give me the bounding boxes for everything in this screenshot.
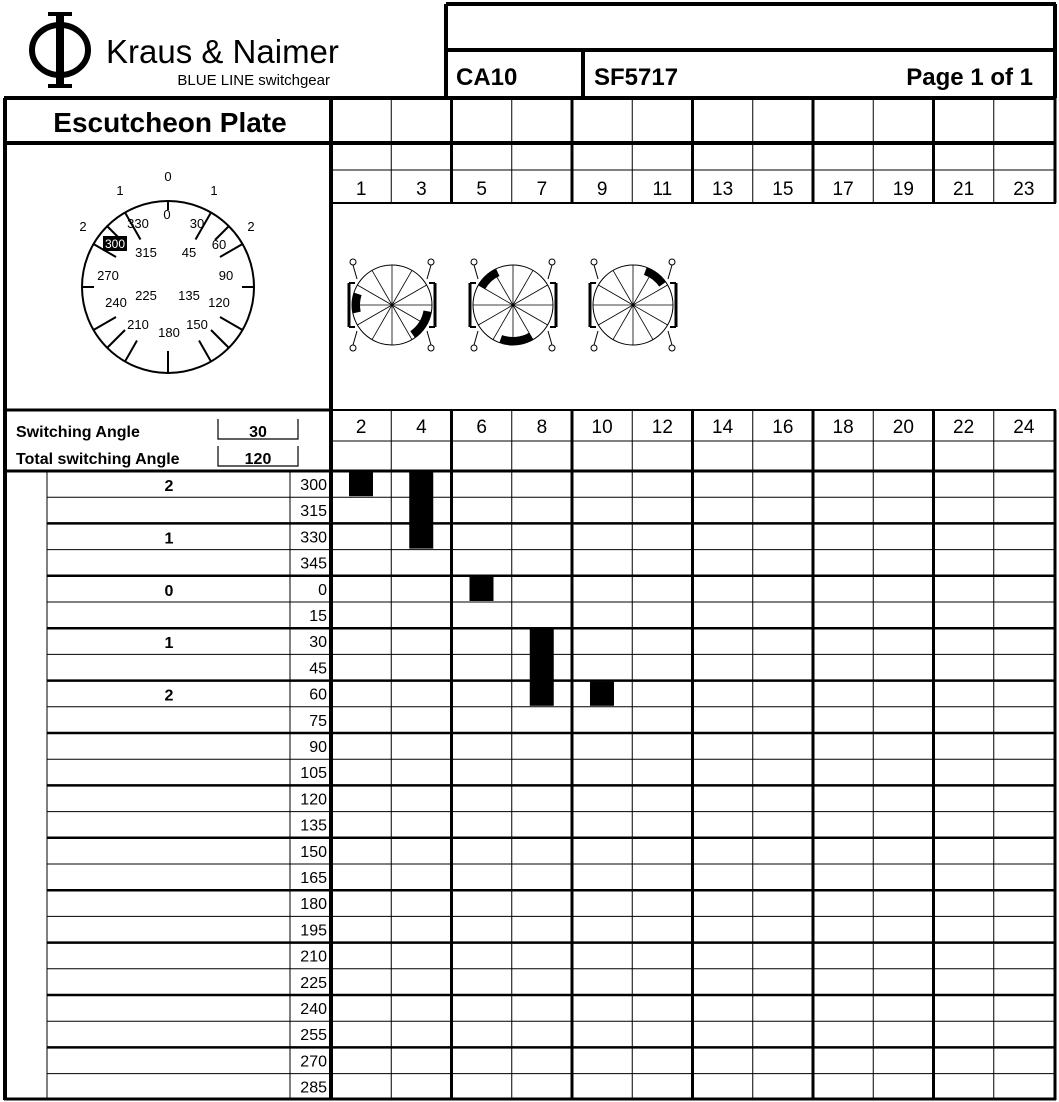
angle-rows [165, 477, 328, 1097]
logo-phi-serif-top [48, 12, 72, 16]
row-angle-330: 330 [300, 529, 327, 547]
terminal-bottom-10: 10 [591, 417, 613, 438]
closed-contact-marks [349, 472, 614, 706]
row-angle-60: 60 [309, 686, 327, 704]
row-position-330: 1 [164, 530, 174, 548]
terminal-top-21: 21 [953, 179, 975, 200]
terminal-bottom-6: 6 [476, 417, 487, 438]
terminal-bottom-12: 12 [651, 417, 673, 438]
row-angle-150: 150 [300, 843, 327, 861]
row-position-300: 2 [164, 478, 174, 495]
contact-grid [47, 98, 1056, 1100]
dial-angle-60: 60 [211, 237, 227, 252]
row-angle-240: 240 [300, 1001, 327, 1018]
terminal-bottom-22: 22 [953, 417, 975, 438]
row-angle-195: 195 [300, 922, 327, 940]
dial-angle-0: 0 [163, 207, 171, 222]
dial-angle-330: 330 [127, 216, 149, 231]
row-angle-90: 90 [309, 739, 327, 756]
brand-logo [32, 12, 88, 88]
terminal-top-3: 3 [416, 179, 427, 200]
row-angle-180: 180 [300, 896, 327, 914]
dial-angle-150: 150 [186, 317, 208, 332]
terminal-bottom-24: 24 [1013, 417, 1035, 438]
closed-contact-9 [590, 682, 614, 706]
row-angle-255: 255 [300, 1027, 327, 1045]
row-angle-15: 15 [309, 608, 327, 625]
terminal-bottom-8: 8 [536, 417, 548, 438]
terminal-top-17: 17 [832, 179, 854, 200]
cam-contacts-9-12 [590, 259, 676, 351]
total-switching-angle-label: Total switching Angle [16, 451, 180, 468]
brand-tagline: BLUE LINE switchgear [177, 72, 330, 89]
logo-phi-serif-bottom [48, 84, 72, 88]
row-angle-225: 225 [300, 974, 327, 992]
row-angle-165: 165 [300, 870, 327, 887]
escutcheon-dial [79, 169, 254, 373]
dial-position-2-left: 2 [79, 219, 87, 234]
row-position-0: 0 [164, 582, 174, 600]
dial-angle-45: 45 [181, 245, 197, 260]
terminal-bottom-4: 4 [416, 417, 427, 438]
terminal-top-23: 23 [1013, 179, 1035, 200]
terminal-top-11: 11 [652, 179, 673, 200]
switching-angle-label: Switching Angle [16, 424, 140, 441]
dial-angle-315: 315 [135, 245, 157, 260]
dial-angle-120: 120 [208, 295, 230, 310]
switching-angle-value: 30 [249, 424, 267, 441]
contact-diagram [349, 259, 676, 351]
row-angle-345: 345 [300, 555, 327, 573]
row-angle-30: 30 [309, 634, 327, 652]
brand-name: Kraus & Naimer [106, 33, 339, 70]
dial-highlight-label: 300 [104, 237, 126, 251]
terminal-top-7: 7 [536, 179, 548, 200]
page-indicator: Page 1 of 1 [906, 64, 1033, 91]
dial-position-2-right: 2 [247, 219, 255, 234]
dial-angle-90: 90 [218, 268, 234, 283]
row-position-60: 2 [164, 687, 174, 705]
terminal-bottom-14: 14 [712, 417, 734, 438]
closed-contact-3 [409, 472, 433, 549]
terminal-top-19: 19 [892, 179, 914, 200]
dial-position-1-right: 1 [210, 183, 218, 198]
row-angle-210: 210 [300, 948, 327, 966]
cam-contacts-1-4 [349, 259, 435, 351]
total-switching-angle-value: 120 [244, 451, 272, 468]
dial-angle-270: 270 [97, 268, 119, 283]
dial-position-1-left: 1 [116, 183, 124, 198]
terminal-bottom-16: 16 [772, 417, 794, 438]
terminal-bottom-18: 18 [832, 417, 854, 438]
dial-angle-225: 225 [135, 288, 157, 303]
terminal-top-1: 1 [355, 179, 367, 200]
logo-phi-stem [56, 14, 64, 86]
terminal-bottom-2: 2 [355, 417, 367, 438]
closed-contact-7 [530, 629, 554, 706]
row-angle-0: 0 [318, 581, 327, 599]
dial-angle-210: 210 [127, 317, 149, 332]
section-title: Escutcheon Plate [53, 107, 287, 138]
terminal-top-15: 15 [772, 179, 794, 200]
closed-contact-5 [470, 577, 494, 601]
dial-angle-240: 240 [105, 295, 127, 310]
main-frame [4, 98, 1056, 1100]
program-number: SF5717 [594, 64, 679, 91]
terminal-top-9: 9 [596, 179, 608, 200]
row-angle-105: 105 [300, 765, 327, 783]
row-angle-120: 120 [300, 791, 327, 809]
row-angle-75: 75 [309, 712, 327, 730]
row-angle-135: 135 [300, 817, 327, 835]
terminal-top-5: 5 [476, 179, 487, 200]
row-position-30: 1 [164, 635, 174, 653]
terminal-labels [356, 179, 1035, 438]
cam-contacts-5-8 [470, 259, 556, 351]
dial-angle-180: 180 [158, 325, 180, 340]
dial-position-0: 0 [164, 169, 172, 184]
row-angle-270: 270 [300, 1053, 327, 1071]
row-angle-285: 285 [300, 1079, 327, 1097]
terminal-bottom-20: 20 [892, 417, 914, 438]
row-angle-45: 45 [309, 660, 327, 678]
row-angle-300: 300 [300, 477, 327, 494]
terminal-top-13: 13 [712, 179, 734, 200]
closed-contact-1 [349, 472, 373, 496]
series-code: CA10 [456, 64, 518, 91]
dial-angle-30: 30 [189, 216, 205, 231]
row-angle-315: 315 [300, 503, 327, 521]
dial-angle-135: 135 [178, 288, 200, 303]
